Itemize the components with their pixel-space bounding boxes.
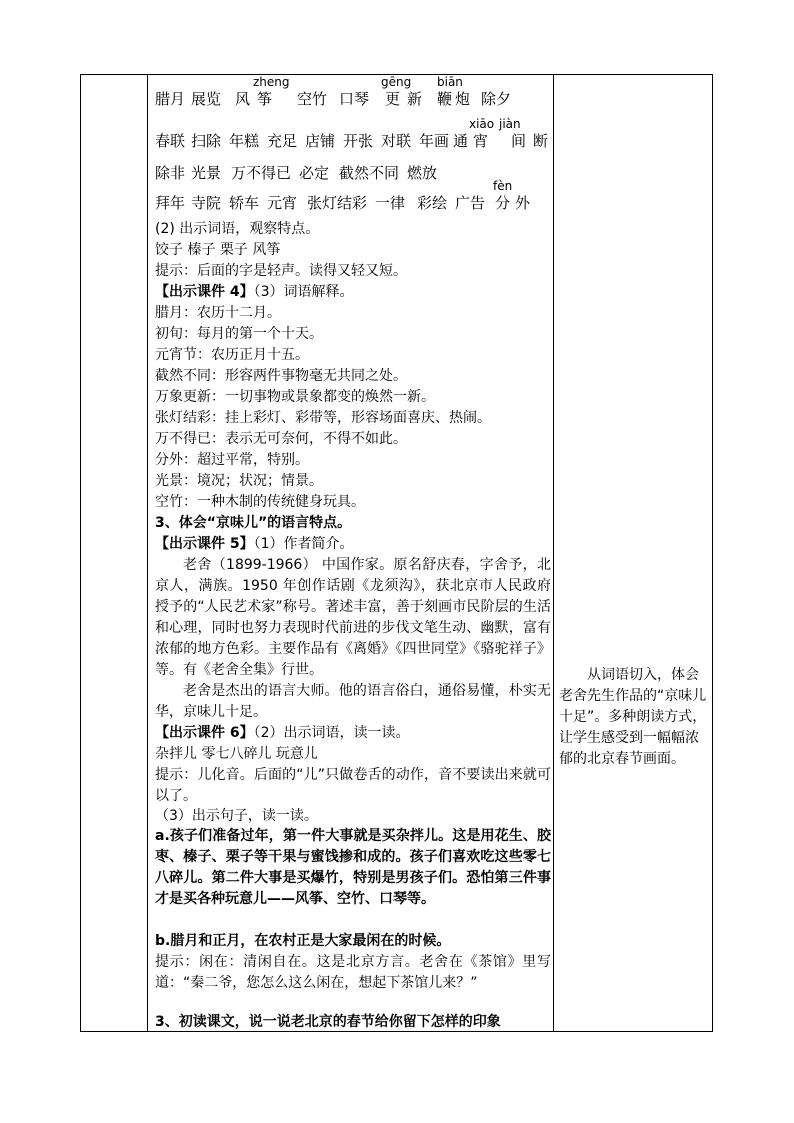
vocab-word: 新 — [407, 90, 423, 108]
vocab-word: 鞭 — [437, 90, 453, 108]
vocab-word: 广告 — [455, 194, 486, 212]
design-intent-note: 从词语切入，体会老舍先生作品的“京味儿十足”。多种朗读方式，让学生感受到一幅幅浓郁的北京春节画面。 — [559, 667, 707, 767]
vocab-word: 分 — [495, 194, 511, 212]
text-line: 元宵节：农历正月十五。 — [155, 347, 309, 363]
courseware-tag: 【出示课件 6】 — [155, 725, 254, 741]
text-line: 初旬：每月的第一个十天。 — [155, 326, 323, 342]
vocab-word: 风 — [235, 90, 251, 108]
vocab-word: 充足 — [267, 132, 298, 150]
column-divider-left — [147, 75, 148, 1031]
vocab-word: 更 — [385, 90, 401, 108]
vocab-word: 年画 — [419, 132, 450, 150]
author-language: 老舍是杰出的语言大师。他的语言俗白，通俗易懂，朴实无华，京味儿十足。 — [155, 683, 551, 720]
vocab-word: 必定 — [299, 164, 330, 182]
pinyin-annotation: fèn — [493, 179, 513, 193]
reading-task — [155, 1012, 501, 1032]
pinyin-annotation: gēng — [381, 75, 412, 89]
text-line: 分外：超过平常，特别。 — [155, 452, 309, 468]
vocab-word: 店铺 — [305, 132, 336, 150]
pinyin-annotation: zheng — [253, 75, 290, 89]
pinyin-annotation: jiàn — [499, 117, 521, 131]
text-line: 【出示课件 5】（1）作者简介。 — [155, 536, 354, 552]
vocab-word: 一律 — [375, 194, 406, 212]
vocab-word: 燃放 — [407, 164, 438, 182]
vocab-word: 展览 — [191, 90, 222, 108]
vocab-word: 口琴 — [339, 90, 370, 108]
er-tip: 提示：儿化音。后面的“儿”只做卷舌的动作，音不要读出来就可以了。 — [155, 767, 551, 804]
sentence-a — [155, 826, 551, 910]
vocab-word: 拜年 — [155, 194, 186, 212]
courseware-tag: 【出示课件 5】 — [155, 536, 254, 552]
vocab-word: 筝 — [257, 90, 273, 108]
vocab-word: 年糕 — [229, 132, 260, 150]
sentence-b-text: b.腊月和正月，在农村正是大家最闲在的时候。 — [155, 933, 451, 949]
vocab-word: 万不得已 — [231, 164, 292, 182]
vocab-word: 炮 — [455, 90, 471, 108]
vocab-word: 间 — [511, 132, 527, 150]
text-line: 腊月：农历十二月。 — [155, 305, 281, 321]
vocab-word: 寺院 — [191, 194, 222, 212]
vocab-word: 除夕 — [481, 90, 512, 108]
vocab-word: 对联 — [381, 132, 412, 150]
text-line: 饺子 榛子 栗子 风筝 — [155, 242, 281, 258]
text-line: 【出示课件 6】（2）出示词语，读一读。 — [155, 725, 410, 741]
text-line: 万象更新：一切事物或景象都变的焕然一新。 — [155, 389, 435, 405]
vocab-word: 通 — [453, 132, 469, 150]
text-line: 【出示课件 4】（3）词语解释。 — [155, 284, 354, 300]
pinyin-annotation: biān — [437, 75, 463, 89]
vocab-word: 空竹 — [297, 90, 328, 108]
vocab-word: 春联 — [155, 132, 186, 150]
pinyin-annotation: xiāo — [469, 117, 495, 131]
lesson-table — [80, 74, 713, 1032]
text-line: 光景：境况；状况；情景。 — [155, 473, 323, 489]
vocab-word: 张灯结彩 — [307, 194, 368, 212]
vocab-word: 除非 — [155, 164, 186, 182]
vocab-word: 截然不同 — [339, 164, 400, 182]
text-line: 3、体会“京味儿”的语言特点。 — [155, 515, 352, 531]
vocab-word: 元宵 — [267, 194, 298, 212]
text-line: 张灯结彩：挂上彩灯、彩带等，形容场面喜庆、热闹。 — [155, 410, 491, 426]
sentence-b-tip: 提示：闲在：清闲自在。这是北京方言。老舍在《茶馆》里写道：“秦二爷，您怎么这么闲在，想起下茶馆儿来？” — [155, 954, 551, 991]
reading-task-text: 3、初读课文，说一说老北京的春节给你留下怎样的印象 — [155, 1014, 501, 1030]
vocab-word: 开张 — [343, 132, 374, 150]
text-line: 空竹：一种木制的传统健身玩具。 — [155, 494, 365, 510]
sentence-b — [155, 931, 551, 952]
vocab-word: 轿车 — [229, 194, 260, 212]
vocab-word: 腊月 — [155, 90, 186, 108]
author-bio: 老舍（1899-1966） 中国作家。原名舒庆春，字舍予，北京人，满族。1950 年创作话剧《龙须沟》，获北京市人民政府授予的“人民艺术家”称号。著述丰富，善于刻画市民阶层的生活和心理，同时也努力表现时代前进的步伐文笔生动、幽默，富有浓郁的地方色彩。主要作品有《离婚》《四世同堂》《骆驼祥子》等。有《老舍全集》行世。 — [155, 557, 551, 678]
vocab-word: 断 — [533, 132, 549, 150]
vocab-word: 彩绘 — [417, 194, 448, 212]
vocab-word: 光景 — [191, 164, 222, 182]
courseware-tag: 【出示课件 4】 — [155, 284, 254, 300]
sentence-a-text: a.孩子们准备过年，第一件大事就是买杂拌儿。这是用花生、胶枣、榛子、栗子等干果与蜜饯掺和成的。孩子们喜欢吃这些零七八碎儿。第二件大事是买爆竹，特别是男孩子们。恐怕第三件事才是买各种玩意儿——风筝、空竹、口琴等。 — [155, 828, 551, 907]
vocab-word: 外 — [515, 194, 531, 212]
sentence-heading: （3）出示句子，读一读。 — [155, 808, 318, 824]
column-divider-right — [553, 75, 554, 1031]
text-line: (2) 出示词语，观察特点。 — [155, 221, 320, 237]
vocab-word: 扫除 — [191, 132, 222, 150]
text-line: 万不得已：表示无可奈何，不得不如此。 — [155, 431, 407, 447]
text-line: 杂拌儿 零七八碎儿 玩意儿 — [155, 746, 318, 762]
text-line: 截然不同：形容两件事物毫无共同之处。 — [155, 368, 407, 384]
vocab-word: 宵 — [473, 132, 489, 150]
text-line: 提示：后面的字是轻声。读得又轻又短。 — [155, 263, 407, 279]
